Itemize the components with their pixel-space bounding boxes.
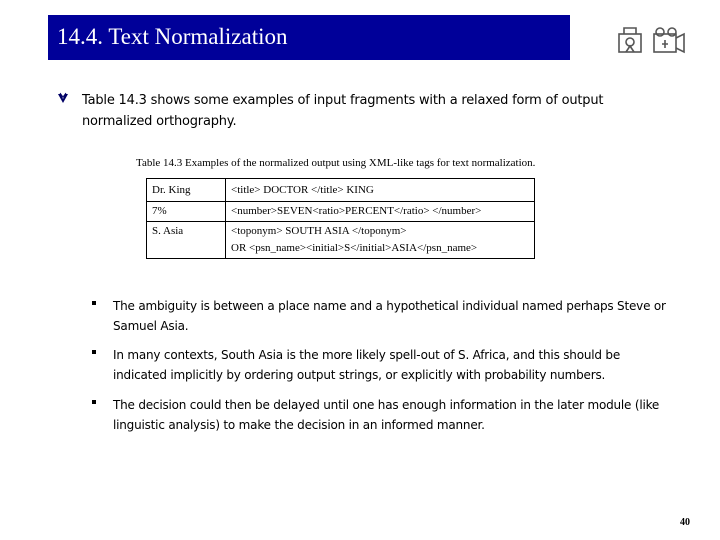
title-bar bbox=[48, 15, 570, 60]
table-caption: Table 14.3 Examples of the normalized output using XML-like tags for text normalization. bbox=[136, 157, 536, 169]
sub-bullet-text: The decision could then be delayed until one has enough information in the later module (like linguistic analysis) to make the decision in an informed manner. bbox=[113, 398, 660, 432]
table-cell-input: 7% bbox=[152, 205, 167, 217]
square-bullet-icon bbox=[92, 350, 96, 354]
normalization-table bbox=[146, 178, 535, 259]
table-column-divider bbox=[225, 179, 226, 258]
square-bullet-icon bbox=[92, 301, 96, 305]
page-number: 40 bbox=[680, 517, 690, 528]
table-row bbox=[147, 201, 534, 222]
square-bullet-icon bbox=[92, 400, 96, 404]
main-bullet-text: Table 14.3 shows some examples of input fragments with a relaxed form of output normalized orthography. bbox=[82, 93, 604, 129]
sub-bullet-text: The ambiguity is between a place name and a hypothetical individual named perhaps Steve or Samuel Asia. bbox=[113, 299, 666, 333]
sub-bullet-text: In many contexts, South Asia is the more likely spell-out of S. Africa, and this should be indicated implicitly by ordering output strings, or explicitly with probability numbers. bbox=[113, 348, 621, 382]
people-figures-logo-icon bbox=[616, 24, 688, 56]
table-row bbox=[147, 221, 534, 259]
table-cell-output: <title> DOCTOR </title> KING bbox=[231, 184, 374, 196]
table-cell-input: Dr. King bbox=[152, 184, 191, 196]
table-cell-output: <toponym> SOUTH ASIA </toponym> bbox=[231, 225, 407, 237]
table-cell-input: S. Asia bbox=[152, 225, 184, 237]
table-cell-output-alt: OR <psn_name><initial>S</initial>ASIA</psn_name> bbox=[231, 242, 478, 254]
slide-title: 14.4. Text Normalization bbox=[57, 24, 288, 49]
table-cell-output: <number>SEVEN<ratio>PERCENT</ratio> </number> bbox=[231, 205, 482, 217]
table-row bbox=[147, 179, 534, 202]
diamond-v-bullet-icon bbox=[57, 92, 69, 104]
